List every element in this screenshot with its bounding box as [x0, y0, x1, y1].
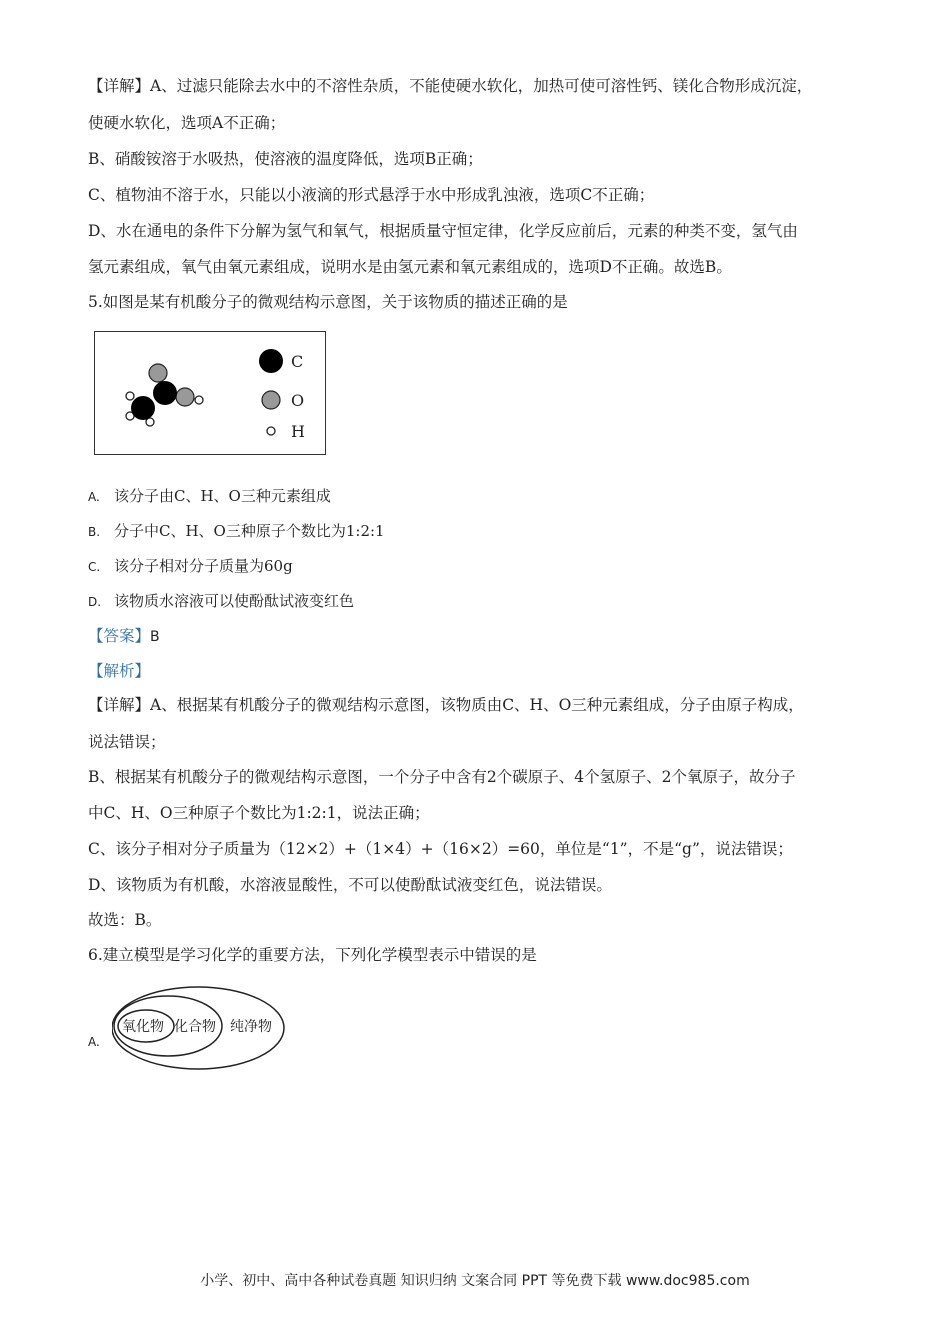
oxygen-atom — [176, 388, 194, 406]
text-line: B、硝酸铵溶于水吸热，使溶液的温度降低，选项B正确； — [88, 150, 483, 168]
text-line: 故选：B。 — [88, 911, 162, 929]
oxygen-atom — [149, 364, 167, 382]
inner-label: 氧化物 — [122, 1019, 164, 1035]
text-line: C、该分子相对分子质量为（12×2）+（1×4）+（16×2）=60，单位是“1”，不是“g”，说法错误； — [88, 840, 793, 858]
text-line: B、根据某有机酸分子的微观结构示意图，一个分子中含有2个碳原子、4个氢原子、2个氧原子，故分子 — [88, 768, 796, 786]
option-label: A. — [88, 1035, 100, 1049]
middle-label: 化合物 — [174, 1019, 216, 1035]
option-text: 该分子相对分子质量为60g — [114, 557, 293, 575]
option-label: B. — [88, 525, 101, 539]
text-line: 中C、H、O三种原子个数比为1:2:1，说法正确； — [88, 804, 430, 822]
carbon-atom — [153, 381, 177, 405]
option-text: 该分子由C、H、O三种元素组成 — [114, 487, 331, 505]
legend-oxygen-icon — [262, 391, 280, 409]
legend-hydrogen-icon — [267, 427, 275, 435]
answer-line — [88, 626, 160, 647]
answer-value: B — [150, 629, 160, 645]
text-line: C、植物油不溶于水，只能以小液滴的形式悬浮于水中形成乳浊液，选项C不正确； — [88, 186, 655, 204]
option-label: D. — [88, 595, 102, 609]
analysis-tag: 【解析】 — [88, 662, 151, 680]
text-line: 【详解】A、根据某有机酸分子的微观结构示意图，该物质由C、H、O三种元素组成，分子由原子构成， — [88, 696, 804, 714]
legend-carbon-icon — [259, 349, 283, 373]
text-line: D、水在通电的条件下分解为氢气和氧气，根据质量守恒定律，化学反应前后，元素的种类不变，氢气由 — [88, 222, 798, 240]
option-text: 该物质水溶液可以使酚酞试液变红色 — [114, 592, 355, 610]
page-footer: 小学、初中、高中各种试卷真题 知识归纳 文案合同 PPT 等免费下载 www.doc985.com — [200, 1273, 750, 1289]
option-c — [88, 556, 293, 577]
molecule-diagram — [95, 332, 325, 454]
carbon-atom — [131, 396, 155, 420]
text-line: 说法错误； — [88, 733, 166, 751]
text-line: D、该物质为有机酸，水溶液显酸性，不可以使酚酞试液变红色，说法错误。 — [88, 876, 612, 894]
nested-ellipses — [112, 985, 292, 1073]
option-d — [88, 591, 354, 612]
text-line: 【详解】A、过滤只能除去水中的不溶性杂质，不能使硬水软化，加热可使可溶性钙、镁化合物形成沉淀， — [88, 77, 813, 95]
answer-tag: 【答案】 — [88, 627, 151, 645]
question-5: 5.如图是某有机酸分子的微观结构示意图，关于该物质的描述正确的是 — [88, 293, 568, 311]
venn-diagram — [112, 985, 292, 1077]
option-label: A. — [88, 490, 100, 504]
question-6: 6.建立模型是学习化学的重要方法，下列化学模型表示中错误的是 — [88, 946, 537, 964]
legend-hydrogen-label: H — [291, 422, 305, 441]
legend-carbon-label: C — [291, 352, 304, 371]
option-text: 分子中C、H、O三种原子个数比为1:2:1 — [114, 522, 385, 540]
molecule-figure — [94, 331, 326, 455]
outer-label: 纯净物 — [230, 1019, 272, 1035]
q6-option-a-label — [88, 1031, 114, 1052]
hydrogen-atom — [126, 392, 134, 400]
legend-oxygen-label: O — [291, 391, 305, 410]
text-line: 使硬水软化，选项A不正确； — [88, 114, 286, 132]
hydrogen-atom — [195, 396, 203, 404]
text-line: 氢元素组成，氧气由氧元素组成，说明水是由氢元素和氧元素组成的，选项D不正确。故选B。 — [88, 258, 732, 276]
option-a — [88, 486, 331, 507]
option-label: C. — [88, 560, 101, 574]
option-b — [88, 521, 385, 542]
